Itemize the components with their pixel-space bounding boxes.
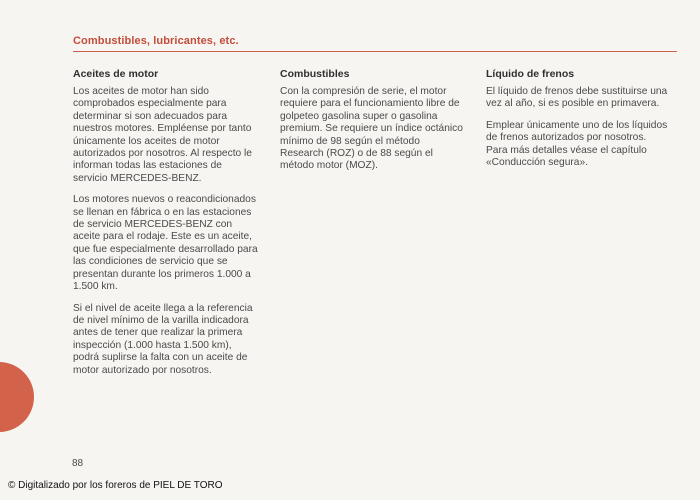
scan-credit: © Digitalizado por los foreros de PIEL DE TORO: [8, 480, 223, 491]
motor-oil-paragraph-1: Los aceites de motor han sido comprobados especialmente para determinar si son adecuados para nuestros motores. Empléense por tanto únicamente los aceites de motor autorizados por nosotros. Al respecto le informan todas las estaciones de servicio MERCEDES-BENZ.: [73, 86, 252, 184]
chapter-tab-marker: [0, 362, 34, 432]
column-fuels: [280, 68, 464, 182]
column-motor-oil: [73, 68, 259, 386]
section-title: Combustibles, lubricantes, etc.: [73, 35, 239, 47]
fuels-paragraph-1: Con la compresión de serie, el motor requiere para el funcionamiento libre de golpeteo gasolina super o gasolina premium. Se requiere un índice octánico mínimo de 98 según el método Research (ROZ) o de 88 según el método motor (MOZ).: [280, 86, 463, 172]
motor-oil-paragraph-2: Los motores nuevos o reacondicionados se llenan en fábrica o en las estaciones de servicio MERCEDES-BENZ con aceite para el rodaje. Este es un aceite, que fue especialmente desarrollado para las condiciones de servicio que se presentan durante los primeros 1.000 a 1.500 km.: [73, 194, 258, 293]
fuels-heading: Combustibles: [280, 68, 350, 80]
brake-fluid-heading: Líquido de frenos: [486, 68, 575, 80]
column-brake-fluid: [486, 68, 670, 178]
brake-fluid-paragraph-1: El líquido de frenos debe sustituirse una vez al año, si es posible en primavera.: [486, 86, 668, 110]
motor-oil-paragraph-3: Si el nivel de aceite llega a la referencia de nivel mínimo de la varilla indicadora antes de tener que realizar la primera inspección (1.000 hasta 1.500 km), podrá suplirse la falta con un aceite de motor autorizado por nosotros.: [73, 302, 253, 376]
motor-oil-heading: Aceites de motor: [73, 68, 159, 80]
page-number: 88: [72, 458, 84, 469]
brake-fluid-paragraph-2: Emplear únicamente uno de los líquidos de frenos autorizados por nosotros. Para más detalles véase el capítulo «Conducción segura».: [486, 119, 668, 169]
section-header: [73, 35, 677, 52]
